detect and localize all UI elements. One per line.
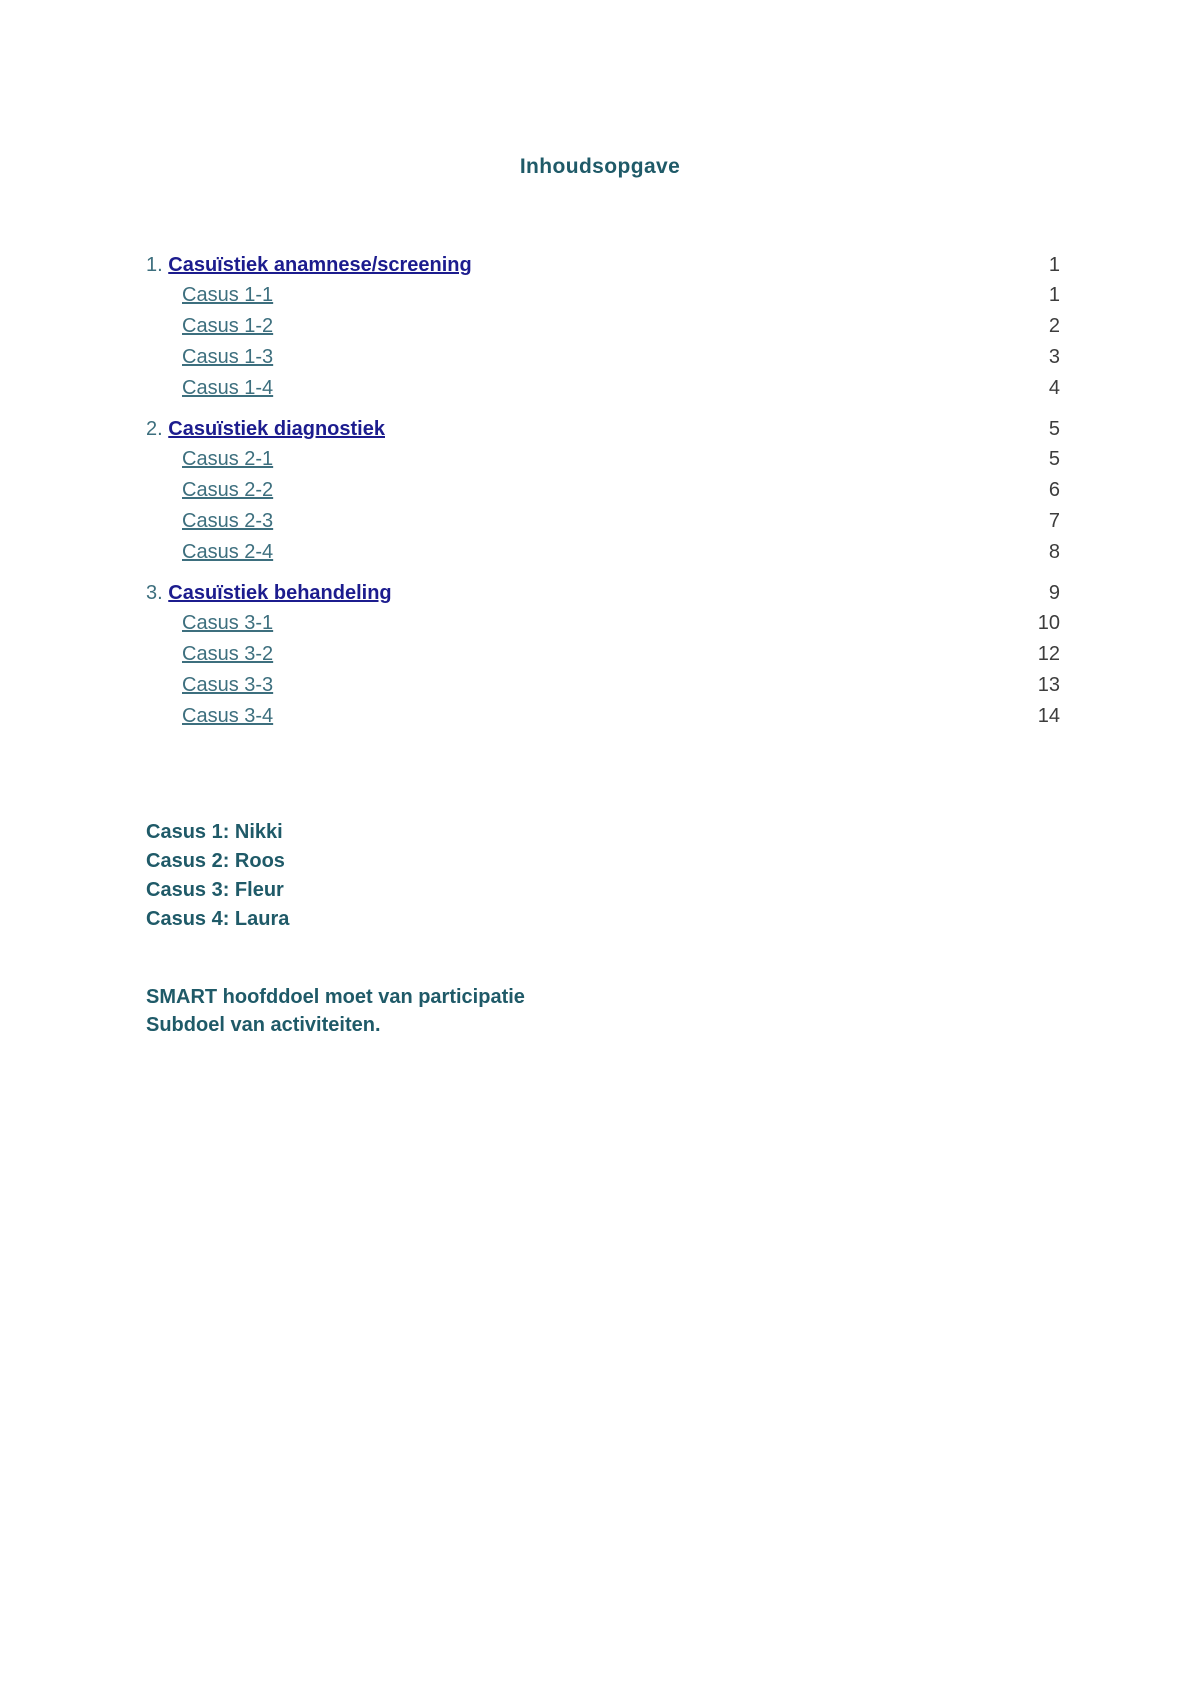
toc-page-number: 5 <box>1048 448 1060 470</box>
toc-item-row <box>146 342 1060 373</box>
toc-item-row <box>146 280 1060 311</box>
toc-section <box>146 250 1060 404</box>
toc-item-row <box>146 475 1060 506</box>
toc-item-row <box>146 506 1060 537</box>
toc-item-row <box>146 608 1060 639</box>
notes-block <box>146 983 525 1039</box>
toc-item-row <box>146 670 1060 701</box>
toc-section <box>146 414 1060 568</box>
toc-section-heading-row <box>146 250 1060 280</box>
toc-item-link[interactable]: Casus 2-3 <box>182 510 274 532</box>
case-line: Casus 3: Fleur <box>146 879 284 901</box>
table-of-contents <box>146 250 1060 742</box>
toc-page-number: 9 <box>1048 582 1060 604</box>
toc-section-link[interactable]: Casuïstiek anamnese/screening <box>168 254 472 276</box>
toc-item-link[interactable]: Casus 3-4 <box>182 705 274 727</box>
toc-section-heading-row <box>146 578 1060 608</box>
toc-item-link[interactable]: Casus 3-3 <box>182 674 274 696</box>
toc-page-number: 2 <box>1048 315 1060 337</box>
toc-page-number: 5 <box>1048 418 1060 440</box>
toc-page-number: 14 <box>1037 705 1060 727</box>
toc-page-number: 6 <box>1048 479 1060 501</box>
case-line: Casus 1: Nikki <box>146 821 283 843</box>
toc-page-number: 8 <box>1048 541 1060 563</box>
toc-page-number: 4 <box>1048 377 1060 399</box>
toc-section-heading-row <box>146 414 1060 444</box>
toc-item-row <box>146 639 1060 670</box>
case-list <box>146 818 289 934</box>
case-line: Casus 2: Roos <box>146 850 285 872</box>
toc-item-link[interactable]: Casus 2-2 <box>182 479 274 501</box>
toc-page-number: 13 <box>1037 674 1060 696</box>
toc-item-link[interactable]: Casus 3-2 <box>182 643 274 665</box>
toc-section-number: 2. <box>146 418 163 440</box>
toc-page-number: 1 <box>1048 284 1060 306</box>
toc-item-link[interactable]: Casus 2-1 <box>182 448 274 470</box>
toc-section-number: 1. <box>146 254 163 276</box>
toc-item-row <box>146 444 1060 475</box>
toc-item-link[interactable]: Casus 1-4 <box>182 377 274 399</box>
toc-item-link[interactable]: Casus 1-3 <box>182 346 274 368</box>
toc-item-row <box>146 701 1060 732</box>
toc-item-link[interactable]: Casus 1-2 <box>182 315 274 337</box>
toc-section <box>146 578 1060 732</box>
toc-item-link[interactable]: Casus 1-1 <box>182 284 274 306</box>
toc-page-number: 1 <box>1048 254 1060 276</box>
page-title: Inhoudsopgave <box>519 155 681 178</box>
toc-section-link[interactable]: Casuïstiek diagnostiek <box>168 418 385 440</box>
toc-section-number: 3. <box>146 582 163 604</box>
toc-section-link[interactable]: Casuïstiek behandeling <box>168 582 392 604</box>
toc-page-number: 12 <box>1037 643 1060 665</box>
toc-item-row <box>146 373 1060 404</box>
toc-item-row <box>146 311 1060 342</box>
toc-item-link[interactable]: Casus 3-1 <box>182 612 274 634</box>
case-line: Casus 4: Laura <box>146 908 290 930</box>
note-line: SMART hoofddoel moet van participatie <box>146 986 525 1008</box>
toc-page-number: 3 <box>1048 346 1060 368</box>
toc-page-number: 10 <box>1037 612 1060 634</box>
toc-item-row <box>146 537 1060 568</box>
toc-page-number: 7 <box>1048 510 1060 532</box>
note-line: Subdoel van activiteiten. <box>146 1014 381 1036</box>
toc-item-link[interactable]: Casus 2-4 <box>182 541 274 563</box>
